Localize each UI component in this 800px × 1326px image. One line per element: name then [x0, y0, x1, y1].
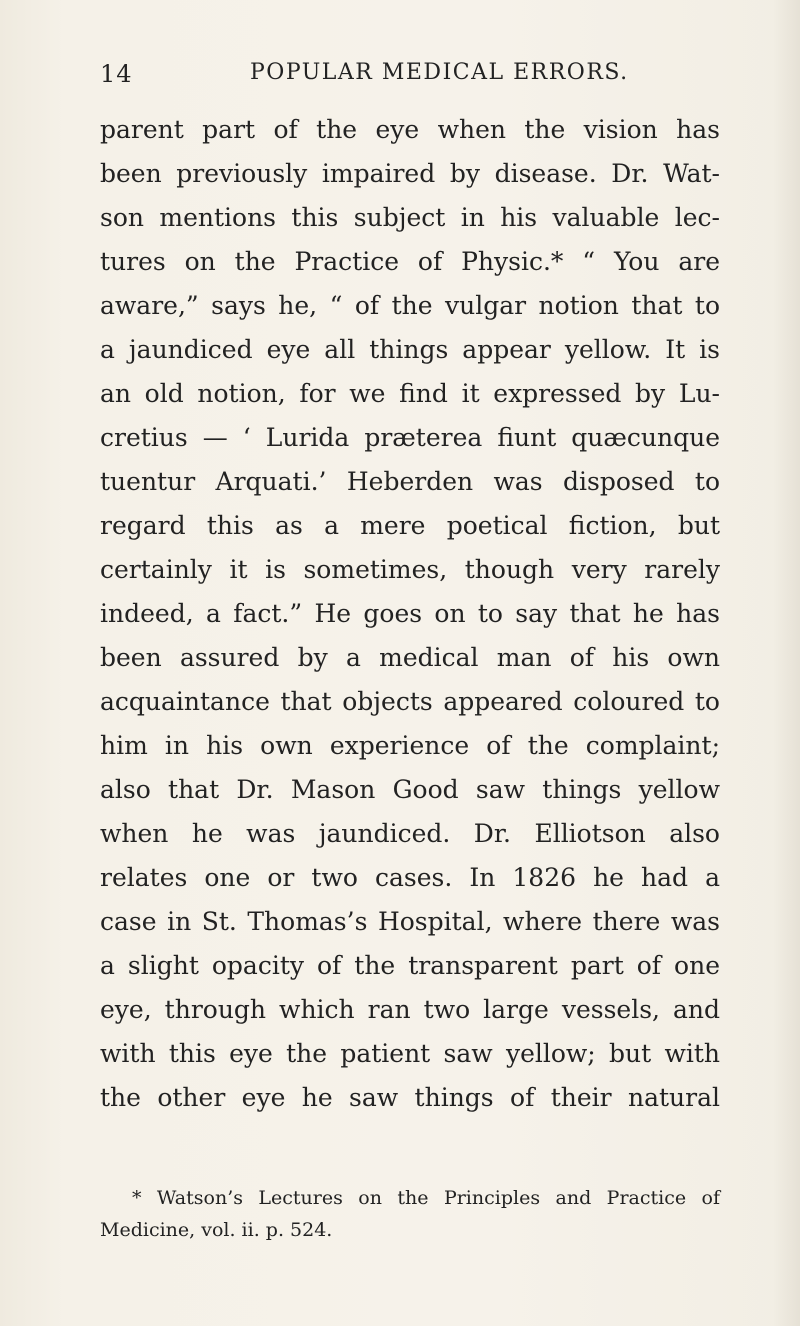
- footnote-line: Medicine, vol. ii. p. 524.: [100, 1219, 333, 1241]
- running-title: POPULAR MEDICAL ERRORS.: [250, 60, 629, 85]
- text-line: when he was jaundiced. Dr. Elliotson also: [100, 819, 720, 848]
- page-edge-shadow: [772, 0, 800, 1326]
- text-line: a slight opacity of the transparent part of one: [100, 951, 720, 980]
- body-text: [100, 108, 720, 1120]
- text-line: been assured by a medical man of his own: [100, 643, 720, 672]
- text-line: also that Dr. Mason Good saw things yellow: [100, 775, 720, 804]
- text-line: with this eye the patient saw yellow; but with: [100, 1039, 720, 1068]
- page-number: 14: [100, 60, 133, 88]
- text-line: indeed, a fact.” He goes on to say that he has: [100, 599, 720, 628]
- text-line: parent part of the eye when the vision has: [100, 115, 720, 144]
- text-line: him in his own experience of the complaint;: [100, 731, 720, 760]
- text-line: son mentions this subject in his valuable lec-: [100, 203, 720, 232]
- text-line: cretius — ‘ Lurida præterea fiunt quæcunque: [100, 423, 720, 452]
- text-line: tuentur Arquati.’ Heberden was disposed to: [100, 467, 720, 496]
- running-head: [100, 60, 720, 100]
- text-line: a jaundiced eye all things appear yellow. It is: [100, 335, 720, 364]
- text-line: relates one or two cases. In 1826 he had a: [100, 863, 720, 892]
- text-line: regard this as a mere poetical fiction, but: [100, 511, 720, 540]
- text-line: eye, through which ran two large vessels, and: [100, 995, 720, 1024]
- text-line: case in St. Thomas’s Hospital, where there was: [100, 907, 720, 936]
- text-line: the other eye he saw things of their natural: [100, 1083, 720, 1112]
- text-line: been previously impaired by disease. Dr. Wat-: [100, 159, 720, 188]
- footnote-line: * Watson’s Lectures on the Principles and Practice of: [132, 1187, 720, 1209]
- text-line: tures on the Practice of Physic.* “ You are: [100, 247, 720, 276]
- text-line: an old notion, for we find it expressed by Lu-: [100, 379, 720, 408]
- text-line: acquaintance that objects appeared coloured to: [100, 687, 720, 716]
- text-line: certainly it is sometimes, though very rarely: [100, 555, 720, 584]
- footnote: [100, 1182, 720, 1246]
- text-line: aware,” says he, “ of the vulgar notion that to: [100, 291, 720, 320]
